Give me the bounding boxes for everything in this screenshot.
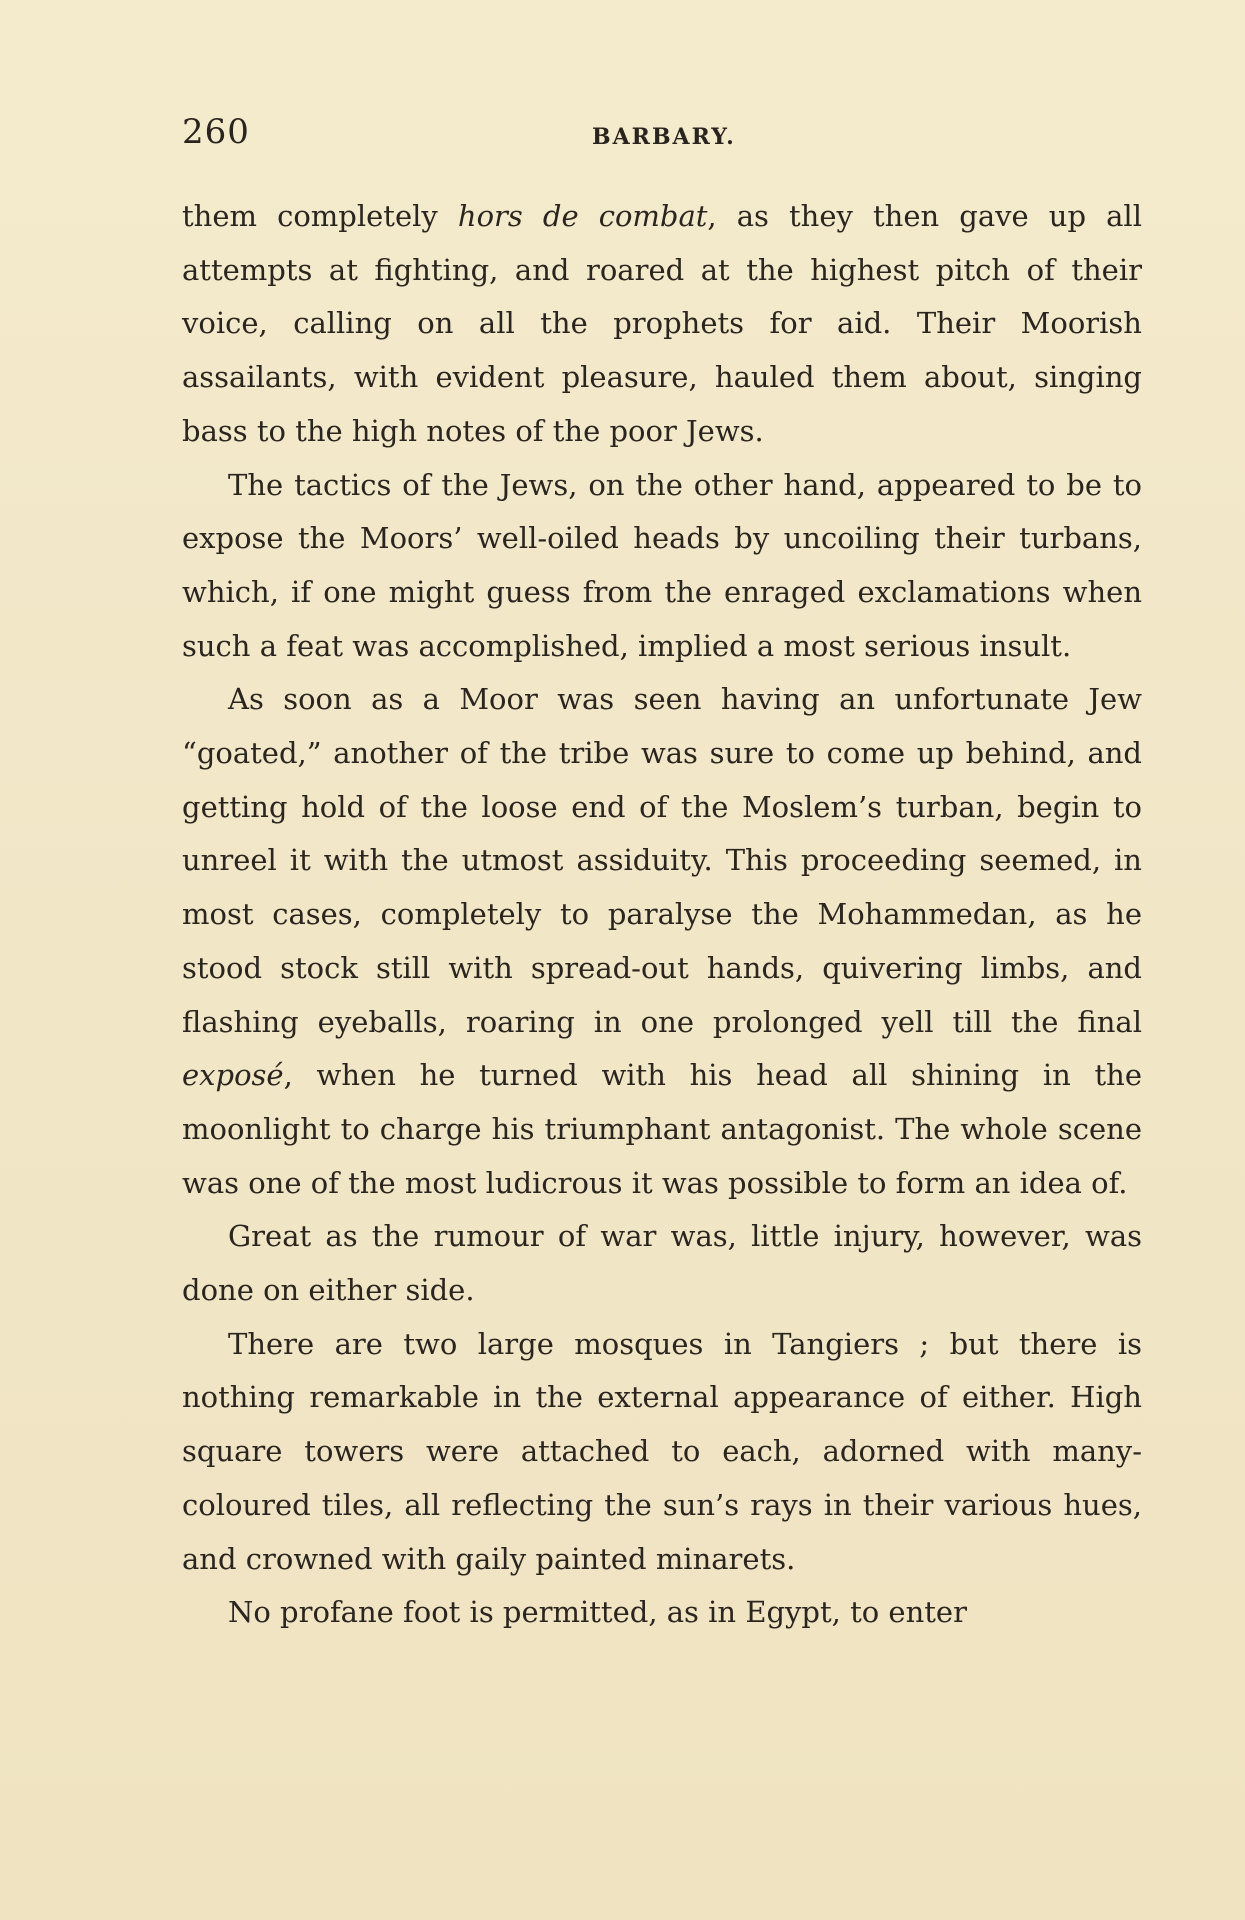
running-title: BARBARY. [592,124,736,150]
page-number: 260 [182,112,250,152]
text-run: No profane foot is permitted, as in Egypt, to enter [228,1595,967,1630]
text-run: The tactics of the Jews, on the other hand, appeared to be to expose the Moors’ well-oiled heads by uncoiling their turbans, which, if one might guess from the enraged exclamations when such a feat was accomplished, implied a most serious insult. [182,467,1142,663]
italic-text-run: exposé [182,1058,284,1093]
paragraph [182,190,1142,459]
paragraph [182,673,1142,1210]
text-run: , as they then gave up all attempts at fighting, and roared at the highest pitch of their voice, calling on all the prophets for aid. Their Moorish assailants, with evident pleasure, hauled them about, singing bass to the high notes of the poor Jews. [182,199,1142,448]
italic-text-run: hors de combat [457,199,708,233]
text-run: them completely [182,199,458,233]
text-run: Great as the rumour of war was, little injury, however, was done on either side. [182,1219,1142,1308]
text-run: , when he turned with his head all shining in the moonlight to charge his triumphant antagonist. The whole scene was one of the most ludicrous it was possible to form an idea of. [182,1058,1142,1200]
paragraph [182,1318,1142,1587]
text-run: As soon as a Moor was seen having an unfortunate Jew “goated,” another of the tribe was sure to come up behind, and getting hold of the loose end of the Moslem’s turban, begin to unreel it with the utmost assiduity. This proceeding seemed, in most cases, completely to paralyse the Mohammedan, as he stood stock still with spread-out hands, quivering limbs, and flashing eyeballs, roaring in one prolonged yell till the final [182,682,1142,1039]
paragraph [182,459,1142,674]
page-header [182,112,1142,162]
paragraph [182,1586,1142,1640]
paragraph [182,1210,1142,1317]
text-run: There are two large mosques in Tangiers ; but there is nothing remarkable in the external appearance of either. High square towers were attached to each, adorned with many-coloured tiles, all reflecting the sun’s rays in their various hues, and crowned with gaily painted minarets. [182,1326,1142,1576]
body-text [182,190,1142,1640]
